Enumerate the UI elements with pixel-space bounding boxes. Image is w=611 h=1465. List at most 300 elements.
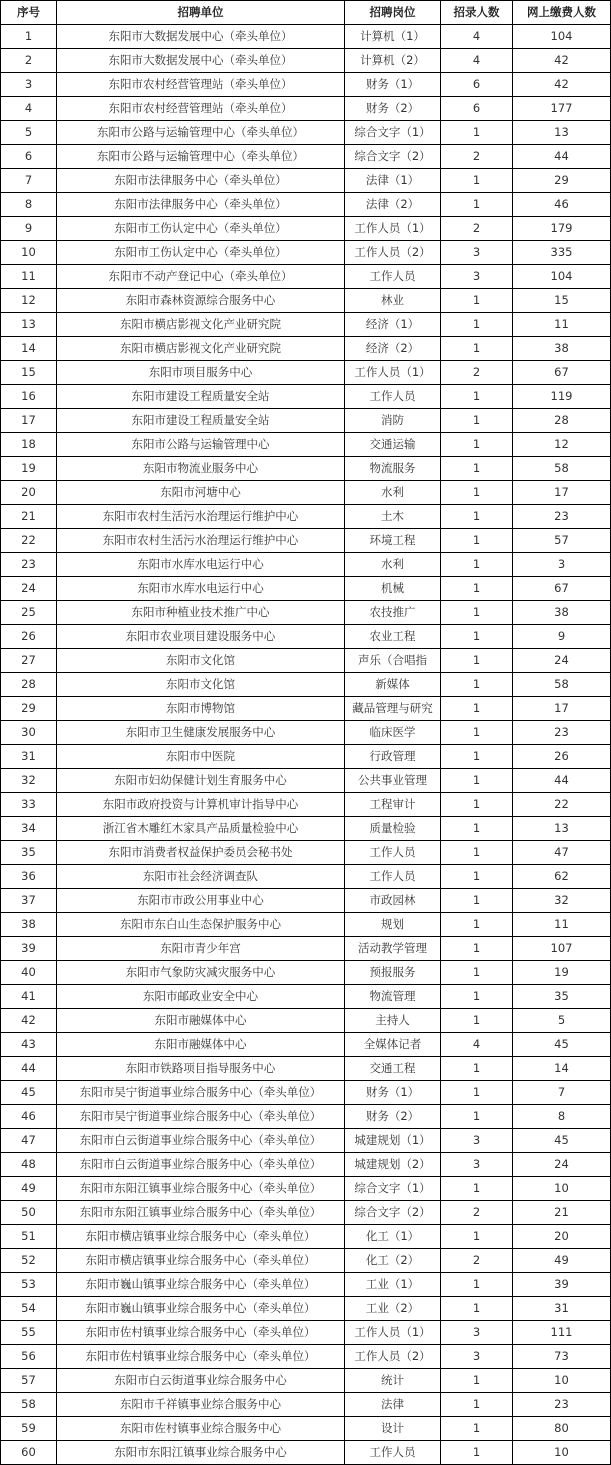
header-index: 序号 (1, 1, 57, 25)
cell-quota: 4 (441, 25, 513, 49)
cell-position: 预报服务 (345, 961, 441, 985)
cell-index: 57 (1, 1369, 57, 1393)
cell-employer: 东阳市农村生活污水治理运行维护中心 (57, 529, 345, 553)
cell-paid-count: 73 (513, 1345, 611, 1369)
cell-quota: 1 (441, 1441, 513, 1465)
cell-employer: 东阳市博物馆 (57, 697, 345, 721)
table-row (1, 673, 611, 697)
cell-paid-count: 11 (513, 313, 611, 337)
cell-employer: 东阳市公路与运输管理中心 (57, 433, 345, 457)
cell-paid-count: 58 (513, 673, 611, 697)
cell-employer: 东阳市法律服务中心（牵头单位） (57, 169, 345, 193)
cell-index: 18 (1, 433, 57, 457)
cell-paid-count: 13 (513, 817, 611, 841)
cell-quota: 1 (441, 313, 513, 337)
cell-index: 6 (1, 145, 57, 169)
cell-paid-count: 179 (513, 217, 611, 241)
cell-quota: 1 (441, 577, 513, 601)
cell-position: 工业（2） (345, 1297, 441, 1321)
table-row (1, 625, 611, 649)
cell-paid-count: 3 (513, 553, 611, 577)
cell-position: 物流服务 (345, 457, 441, 481)
cell-position: 工程审计 (345, 793, 441, 817)
cell-quota: 1 (441, 721, 513, 745)
table-row (1, 985, 611, 1009)
cell-position: 水利 (345, 481, 441, 505)
cell-position: 工作人员（1） (345, 217, 441, 241)
cell-paid-count: 57 (513, 529, 611, 553)
cell-employer: 东阳市东阳江镇事业综合服务中心 (57, 1441, 345, 1465)
table-row (1, 1249, 611, 1273)
cell-position: 工作人员 (345, 1441, 441, 1465)
cell-position: 工作人员 (345, 841, 441, 865)
cell-quota: 1 (441, 1417, 513, 1441)
cell-position: 市政园林 (345, 889, 441, 913)
cell-paid-count: 26 (513, 745, 611, 769)
cell-employer: 东阳市农村经营管理站（牵头单位） (57, 73, 345, 97)
cell-position: 财务（2） (345, 1105, 441, 1129)
cell-paid-count: 24 (513, 649, 611, 673)
table-row (1, 889, 611, 913)
cell-index: 51 (1, 1225, 57, 1249)
cell-employer: 东阳市铁路项目指导服务中心 (57, 1057, 345, 1081)
cell-quota: 1 (441, 1225, 513, 1249)
table-row (1, 1129, 611, 1153)
cell-position: 水利 (345, 553, 441, 577)
cell-employer: 东阳市农村经营管理站（牵头单位） (57, 97, 345, 121)
cell-index: 46 (1, 1105, 57, 1129)
cell-employer: 东阳市公路与运输管理中心（牵头单位） (57, 145, 345, 169)
cell-quota: 1 (441, 1105, 513, 1129)
cell-quota: 1 (441, 1297, 513, 1321)
cell-paid-count: 10 (513, 1441, 611, 1465)
cell-paid-count: 12 (513, 433, 611, 457)
cell-paid-count: 23 (513, 721, 611, 745)
table-row (1, 1081, 611, 1105)
table-row (1, 265, 611, 289)
cell-index: 59 (1, 1417, 57, 1441)
table-row (1, 385, 611, 409)
cell-paid-count: 22 (513, 793, 611, 817)
table-row (1, 1057, 611, 1081)
cell-index: 22 (1, 529, 57, 553)
cell-position: 化工（1） (345, 1225, 441, 1249)
cell-employer: 东阳市物流业服务中心 (57, 457, 345, 481)
cell-index: 56 (1, 1345, 57, 1369)
table-row (1, 961, 611, 985)
cell-employer: 东阳市社会经济调查队 (57, 865, 345, 889)
table-row (1, 313, 611, 337)
cell-quota: 1 (441, 937, 513, 961)
cell-index: 31 (1, 745, 57, 769)
table-row (1, 481, 611, 505)
table-row (1, 337, 611, 361)
cell-employer: 东阳市消费者权益保护委员会秘书处 (57, 841, 345, 865)
table-row (1, 1393, 611, 1417)
table-row (1, 217, 611, 241)
cell-index: 8 (1, 193, 57, 217)
cell-quota: 2 (441, 361, 513, 385)
cell-paid-count: 80 (513, 1417, 611, 1441)
cell-position: 农业工程 (345, 625, 441, 649)
cell-paid-count: 67 (513, 577, 611, 601)
cell-employer: 东阳市项目服务中心 (57, 361, 345, 385)
cell-index: 17 (1, 409, 57, 433)
table-row (1, 73, 611, 97)
cell-index: 44 (1, 1057, 57, 1081)
cell-index: 36 (1, 865, 57, 889)
cell-quota: 1 (441, 121, 513, 145)
cell-paid-count: 28 (513, 409, 611, 433)
cell-employer: 东阳市大数据发展中心（牵头单位） (57, 25, 345, 49)
cell-employer: 东阳市市政公用事业中心 (57, 889, 345, 913)
cell-quota: 3 (441, 1321, 513, 1345)
cell-position: 工作人员 (345, 865, 441, 889)
cell-paid-count: 177 (513, 97, 611, 121)
cell-quota: 2 (441, 145, 513, 169)
cell-employer: 东阳市白云街道事业综合服务中心（牵头单位） (57, 1153, 345, 1177)
cell-position: 新媒体 (345, 673, 441, 697)
cell-position: 环境工程 (345, 529, 441, 553)
cell-employer: 东阳市邮政业安全中心 (57, 985, 345, 1009)
cell-position: 行政管理 (345, 745, 441, 769)
cell-quota: 1 (441, 817, 513, 841)
table-row (1, 49, 611, 73)
header-employer: 招聘单位 (57, 1, 345, 25)
cell-position: 统计 (345, 1369, 441, 1393)
cell-position: 工业（1） (345, 1273, 441, 1297)
table-row (1, 433, 611, 457)
cell-employer: 东阳市工伤认定中心（牵头单位） (57, 241, 345, 265)
cell-position: 化工（2） (345, 1249, 441, 1273)
cell-quota: 1 (441, 553, 513, 577)
cell-quota: 2 (441, 217, 513, 241)
cell-quota: 1 (441, 1273, 513, 1297)
cell-quota: 1 (441, 649, 513, 673)
table-row (1, 865, 611, 889)
cell-index: 34 (1, 817, 57, 841)
cell-index: 13 (1, 313, 57, 337)
cell-paid-count: 14 (513, 1057, 611, 1081)
cell-quota: 1 (441, 289, 513, 313)
cell-paid-count: 111 (513, 1321, 611, 1345)
cell-paid-count: 17 (513, 481, 611, 505)
cell-index: 58 (1, 1393, 57, 1417)
cell-index: 32 (1, 769, 57, 793)
cell-quota: 1 (441, 505, 513, 529)
cell-paid-count: 104 (513, 265, 611, 289)
table-row (1, 937, 611, 961)
cell-position: 活动教学管理 (345, 937, 441, 961)
table-row (1, 25, 611, 49)
cell-paid-count: 46 (513, 193, 611, 217)
cell-position: 工作人员（1） (345, 1321, 441, 1345)
cell-index: 53 (1, 1273, 57, 1297)
cell-index: 37 (1, 889, 57, 913)
cell-index: 12 (1, 289, 57, 313)
cell-position: 土木 (345, 505, 441, 529)
cell-paid-count: 32 (513, 889, 611, 913)
cell-paid-count: 11 (513, 913, 611, 937)
table-row (1, 793, 611, 817)
cell-position: 工作人员（2） (345, 241, 441, 265)
cell-index: 19 (1, 457, 57, 481)
cell-quota: 1 (441, 985, 513, 1009)
cell-index: 60 (1, 1441, 57, 1465)
header-row (1, 1, 611, 25)
cell-quota: 1 (441, 601, 513, 625)
cell-employer: 东阳市文化馆 (57, 673, 345, 697)
cell-quota: 1 (441, 193, 513, 217)
table-row (1, 1441, 611, 1465)
cell-quota: 2 (441, 1201, 513, 1225)
table-row (1, 817, 611, 841)
cell-paid-count: 42 (513, 73, 611, 97)
cell-position: 物流管理 (345, 985, 441, 1009)
table-row (1, 1345, 611, 1369)
cell-employer: 东阳市横店镇事业综合服务中心（牵头单位） (57, 1225, 345, 1249)
cell-index: 45 (1, 1081, 57, 1105)
cell-quota: 1 (441, 433, 513, 457)
cell-index: 20 (1, 481, 57, 505)
cell-employer: 浙江省木雕红木家具产品质量检验中心 (57, 817, 345, 841)
table-row (1, 145, 611, 169)
cell-quota: 1 (441, 697, 513, 721)
cell-paid-count: 31 (513, 1297, 611, 1321)
cell-employer: 东阳市东阳江镇事业综合服务中心（牵头单位） (57, 1201, 345, 1225)
table-row (1, 1201, 611, 1225)
cell-index: 49 (1, 1177, 57, 1201)
cell-quota: 1 (441, 385, 513, 409)
cell-paid-count: 35 (513, 985, 611, 1009)
cell-index: 54 (1, 1297, 57, 1321)
table-row (1, 1273, 611, 1297)
cell-position: 交通工程 (345, 1057, 441, 1081)
header-position: 招聘岗位 (345, 1, 441, 25)
cell-index: 7 (1, 169, 57, 193)
cell-index: 5 (1, 121, 57, 145)
cell-quota: 3 (441, 265, 513, 289)
cell-employer: 东阳市河塘中心 (57, 481, 345, 505)
table-row (1, 745, 611, 769)
cell-position: 工作人员（1） (345, 361, 441, 385)
cell-quota: 3 (441, 1153, 513, 1177)
cell-employer: 东阳市横店影视文化产业研究院 (57, 313, 345, 337)
cell-index: 21 (1, 505, 57, 529)
cell-quota: 3 (441, 1129, 513, 1153)
cell-paid-count: 39 (513, 1273, 611, 1297)
table-body (1, 25, 611, 1465)
cell-paid-count: 62 (513, 865, 611, 889)
cell-index: 43 (1, 1033, 57, 1057)
cell-quota: 6 (441, 97, 513, 121)
cell-quota: 1 (441, 1369, 513, 1393)
cell-paid-count: 104 (513, 25, 611, 49)
cell-employer: 东阳市法律服务中心（牵头单位） (57, 193, 345, 217)
cell-position: 法律 (345, 1393, 441, 1417)
cell-employer: 东阳市水库水电运行中心 (57, 577, 345, 601)
cell-index: 30 (1, 721, 57, 745)
table-row (1, 529, 611, 553)
cell-employer: 东阳市农业项目建设服务中心 (57, 625, 345, 649)
table-row (1, 193, 611, 217)
cell-employer: 东阳市白云街道事业综合服务中心（牵头单位） (57, 1129, 345, 1153)
cell-paid-count: 10 (513, 1177, 611, 1201)
cell-index: 41 (1, 985, 57, 1009)
table-row (1, 769, 611, 793)
cell-employer: 东阳市青少年宫 (57, 937, 345, 961)
cell-quota: 1 (441, 481, 513, 505)
cell-position: 临床医学 (345, 721, 441, 745)
table-row (1, 913, 611, 937)
cell-paid-count: 38 (513, 337, 611, 361)
cell-paid-count: 20 (513, 1225, 611, 1249)
cell-index: 25 (1, 601, 57, 625)
cell-paid-count: 9 (513, 625, 611, 649)
cell-paid-count: 42 (513, 49, 611, 73)
cell-position: 计算机（1） (345, 25, 441, 49)
cell-employer: 东阳市佐村镇事业综合服务中心（牵头单位） (57, 1321, 345, 1345)
table-row (1, 505, 611, 529)
cell-index: 24 (1, 577, 57, 601)
table-row (1, 553, 611, 577)
cell-position: 城建规划（2） (345, 1153, 441, 1177)
cell-index: 27 (1, 649, 57, 673)
cell-quota: 1 (441, 865, 513, 889)
table-row (1, 97, 611, 121)
cell-paid-count: 44 (513, 145, 611, 169)
cell-employer: 东阳市卫生健康发展服务中心 (57, 721, 345, 745)
cell-employer: 东阳市横店镇事业综合服务中心（牵头单位） (57, 1249, 345, 1273)
cell-position: 城建规划（1） (345, 1129, 441, 1153)
table-row (1, 649, 611, 673)
cell-quota: 1 (441, 1057, 513, 1081)
cell-employer: 东阳市妇幼保健计划生育服务中心 (57, 769, 345, 793)
table-row (1, 241, 611, 265)
cell-quota: 1 (441, 529, 513, 553)
cell-index: 1 (1, 25, 57, 49)
cell-employer: 东阳市建设工程质量安全站 (57, 409, 345, 433)
cell-position: 工作人员 (345, 265, 441, 289)
cell-paid-count: 7 (513, 1081, 611, 1105)
table-row (1, 1177, 611, 1201)
cell-index: 9 (1, 217, 57, 241)
cell-paid-count: 119 (513, 385, 611, 409)
cell-position: 设计 (345, 1417, 441, 1441)
cell-position: 综合文字（2） (345, 1201, 441, 1225)
cell-paid-count: 45 (513, 1033, 611, 1057)
cell-paid-count: 335 (513, 241, 611, 265)
cell-index: 39 (1, 937, 57, 961)
table-row (1, 1225, 611, 1249)
table-row (1, 1369, 611, 1393)
cell-position: 财务（2） (345, 97, 441, 121)
cell-paid-count: 17 (513, 697, 611, 721)
cell-quota: 4 (441, 49, 513, 73)
cell-index: 4 (1, 97, 57, 121)
table-row (1, 121, 611, 145)
table-row (1, 1033, 611, 1057)
cell-employer: 东阳市水库水电运行中心 (57, 553, 345, 577)
cell-employer: 东阳市巍山镇事业综合服务中心（牵头单位） (57, 1273, 345, 1297)
cell-quota: 1 (441, 337, 513, 361)
cell-employer: 东阳市政府投资与计算机审计指导中心 (57, 793, 345, 817)
cell-employer: 东阳市佐村镇事业综合服务中心（牵头单位） (57, 1345, 345, 1369)
cell-index: 40 (1, 961, 57, 985)
cell-position: 机械 (345, 577, 441, 601)
cell-position: 法律（2） (345, 193, 441, 217)
cell-employer: 东阳市东白山生态保护服务中心 (57, 913, 345, 937)
cell-paid-count: 23 (513, 1393, 611, 1417)
cell-quota: 1 (441, 1393, 513, 1417)
table-row (1, 1009, 611, 1033)
cell-index: 15 (1, 361, 57, 385)
cell-employer: 东阳市东阳江镇事业综合服务中心（牵头单位） (57, 1177, 345, 1201)
cell-quota: 1 (441, 889, 513, 913)
table-row (1, 1153, 611, 1177)
cell-position: 综合文字（1） (345, 1177, 441, 1201)
cell-quota: 1 (441, 457, 513, 481)
cell-paid-count: 107 (513, 937, 611, 961)
cell-position: 综合文字（2） (345, 145, 441, 169)
cell-index: 42 (1, 1009, 57, 1033)
cell-index: 11 (1, 265, 57, 289)
cell-paid-count: 24 (513, 1153, 611, 1177)
cell-index: 10 (1, 241, 57, 265)
cell-employer: 东阳市种植业技术推广中心 (57, 601, 345, 625)
cell-employer: 东阳市建设工程质量安全站 (57, 385, 345, 409)
cell-index: 2 (1, 49, 57, 73)
cell-index: 50 (1, 1201, 57, 1225)
cell-employer: 东阳市吴宁街道事业综合服务中心（牵头单位） (57, 1081, 345, 1105)
cell-position: 经济（2） (345, 337, 441, 361)
cell-employer: 东阳市巍山镇事业综合服务中心（牵头单位） (57, 1297, 345, 1321)
cell-quota: 1 (441, 409, 513, 433)
cell-quota: 1 (441, 793, 513, 817)
cell-position: 计算机（2） (345, 49, 441, 73)
cell-employer: 东阳市工伤认定中心（牵头单位） (57, 217, 345, 241)
cell-employer: 东阳市大数据发展中心（牵头单位） (57, 49, 345, 73)
table-row (1, 1321, 611, 1345)
cell-index: 33 (1, 793, 57, 817)
table-row (1, 1297, 611, 1321)
cell-position: 法律（1） (345, 169, 441, 193)
cell-paid-count: 38 (513, 601, 611, 625)
cell-position: 经济（1） (345, 313, 441, 337)
cell-index: 47 (1, 1129, 57, 1153)
table-row (1, 1105, 611, 1129)
table-row (1, 601, 611, 625)
cell-paid-count: 44 (513, 769, 611, 793)
header-quota: 招录人数 (441, 1, 513, 25)
cell-position: 消防 (345, 409, 441, 433)
cell-paid-count: 67 (513, 361, 611, 385)
cell-position: 声乐（合唱指 (345, 649, 441, 673)
table-row (1, 361, 611, 385)
cell-employer: 东阳市气象防灾减灾服务中心 (57, 961, 345, 985)
cell-paid-count: 29 (513, 169, 611, 193)
table-row (1, 289, 611, 313)
cell-position: 林业 (345, 289, 441, 313)
table-row (1, 169, 611, 193)
cell-quota: 1 (441, 673, 513, 697)
cell-index: 38 (1, 913, 57, 937)
table-row (1, 457, 611, 481)
cell-paid-count: 15 (513, 289, 611, 313)
cell-paid-count: 8 (513, 1105, 611, 1129)
cell-employer: 东阳市佐村镇事业综合服务中心 (57, 1417, 345, 1441)
cell-quota: 1 (441, 1081, 513, 1105)
